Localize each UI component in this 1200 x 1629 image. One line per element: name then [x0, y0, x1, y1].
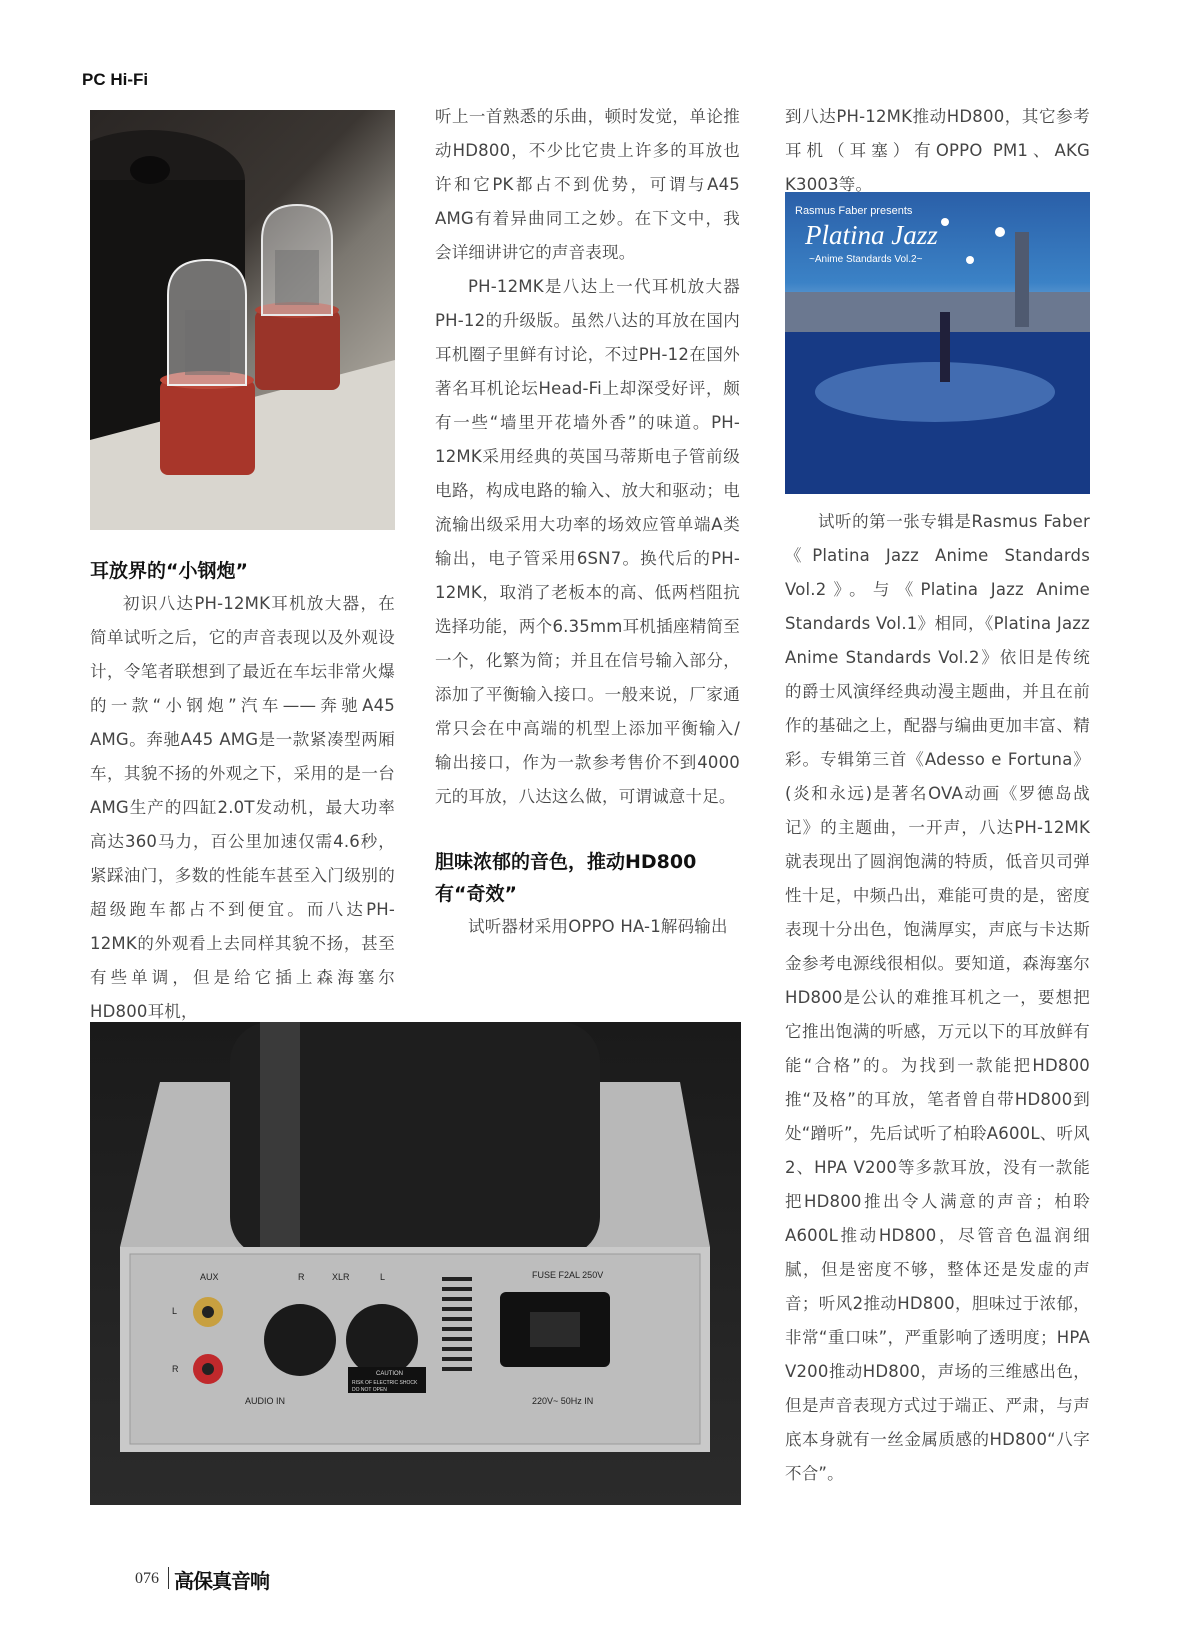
section-heading-tube-flavor: 胆味浓郁的音色，推动HD800有“奇效” — [435, 851, 697, 905]
back-panel-illustration — [90, 1022, 741, 1505]
xlr-left-label: L — [380, 1272, 386, 1282]
col1-paragraph-1: 初识八达PH-12MK耳机放大器，在简单试听之后，它的声音表现以及外观设计，令笔者联想到了最近在车坛非常火爆的一款“小钢炮”汽车——奔驰A45 AMG。奔驰A45 AMG是一款紧凑型两厢车，其貌不扬的外观之下，采用的是一台AMG生产的四缸2.0T发动机，最大功率高达360马力，百公里加速仅需4.6秒，紧踩油门，多数的性能车甚至入门级别的超级跑车都占不到便宜。而八达PH-12MK的外观看上去同样其貌不扬，甚至有些单调，但是给它插上森海塞尔HD800耳机， — [90, 594, 395, 1021]
album-subtitle: ~Anime Standards Vol.2~ — [809, 254, 923, 265]
xlr-right-label: R — [298, 1272, 305, 1282]
tubes-illustration — [90, 110, 395, 530]
xlr-label: XLR — [332, 1272, 350, 1282]
col2-paragraph-1: 听上一首熟悉的乐曲，顿时发觉，单论推动HD800，不少比它贵上许多的耳放也许和它PK都占不到优势，可谓与A45 AMG有着异曲同工之妙。在下文中，我会详细讲讲它的声音表现。 — [435, 107, 740, 262]
caution-label: CAUTION — [376, 1371, 403, 1377]
album-presents: Rasmus Faber presents — [795, 205, 913, 217]
footer-divider — [168, 1567, 169, 1589]
column-2 — [435, 100, 740, 944]
fuse-label: FUSE F2AL 250V — [532, 1270, 604, 1280]
column-3 — [785, 100, 1090, 202]
caution-line-2: DO NOT OPEN — [352, 1387, 387, 1393]
section-heading-little-cannon: 耳放界的“小钢炮” — [90, 560, 248, 582]
col3-paragraph-1: 到八达PH-12MK推动HD800，其它参考耳机（耳塞）有OPPO PM1、AKG K3003等。 — [785, 107, 1090, 194]
album-cover — [785, 192, 1090, 494]
left-label: L — [172, 1306, 178, 1316]
aux-label: AUX — [200, 1272, 219, 1282]
caution-line-1: RISK OF ELECTRIC SHOCK — [352, 1380, 418, 1386]
audio-in-label: AUDIO IN — [245, 1396, 286, 1406]
section-tag: PC Hi-Fi — [82, 70, 149, 89]
col2-paragraph-2: PH-12MK是八达上一代耳机放大器PH-12的升级版。虽然八达的耳放在国内耳机圈子里鲜有讨论，不过PH-12在国外著名耳机论坛Head-Fi上却深受好评，颇有一些“墙里开花墙外香”的味道。PH-12MK采用经典的英国马蒂斯电子管前级电路，构成电路的输入、放大和驱动；电流输出级采用大功率的场效应管单端A类输出，电子管采用6SN7。换代后的PH-12MK，取消了老板本的高、低两档阻抗选择功能，两个6.35mm耳机插座精简至一个，化繁为简；并且在信号输入部分，添加了平衡输入接口。一般来说，厂家通常只会在中高端的机型上添加平衡输入/输出接口，作为一款参考售价不到4000元的耳放，八达这么做，可谓诚意十足。 — [435, 277, 740, 806]
magazine-name: 高保真音响 — [174, 1569, 269, 1593]
back-panel-photo — [90, 1022, 741, 1505]
column-3-lower — [785, 505, 1090, 1491]
page-number: 076 — [135, 1570, 159, 1587]
power-in-label: 220V~ 50Hz IN — [532, 1396, 594, 1406]
album-art — [785, 192, 1090, 494]
column-1 — [90, 555, 395, 1029]
col2-paragraph-3: 试听器材采用OPPO HA-1解码输出 — [468, 917, 728, 936]
tubes-photo — [90, 110, 395, 530]
col3-paragraph-2: 试听的第一张专辑是Rasmus Faber《Platina Jazz Anime Standards Vol.2》。与《Platina Jazz Anime Standards Vol.1》相同，《Platina Jazz Anime Standards Vol.2》依旧是传统的爵士风演绎经典动漫主题曲，并且在前作的基础之上，配器与编曲更加丰富、精彩。专辑第三首《Adesso e Fortuna》(炎和永远)是著名OVA动画《罗德岛战记》的主题曲，一开声，八达PH-12MK就表现出了圆润饱满的特质，低音贝司弹性十足，中频凸出，难能可贵的是，密度表现十分出色，饱满厚实，声底与卡达斯金参考电源线很相似。要知道，森海塞尔HD800是公认的难推耳机之一，要想把它推出饱满的听感，万元以下的耳放鲜有能“合格”的。为找到一款能把HD800推“及格”的耳放，笔者曾自带HD800到处“蹭听”，先后试听了柏聆A600L、听风2、HPA V200等多款耳放，没有一款能把HD800推出令人满意的声音；柏聆A600L推动HD800，尽管音色温润细腻，但是密度不够，整体还是发虚的声音；听风2推动HD800，胆味过于浓郁，非常“重口味”，严重影响了透明度；HPA V200推动HD800，声场的三维感出色，但是声音表现方式过于端正、严肃，与声底本身就有一丝金属质感的HD800“八字不合”。 — [785, 512, 1090, 1483]
album-title: Platina Jazz — [805, 220, 938, 250]
right-label: R — [172, 1364, 179, 1374]
